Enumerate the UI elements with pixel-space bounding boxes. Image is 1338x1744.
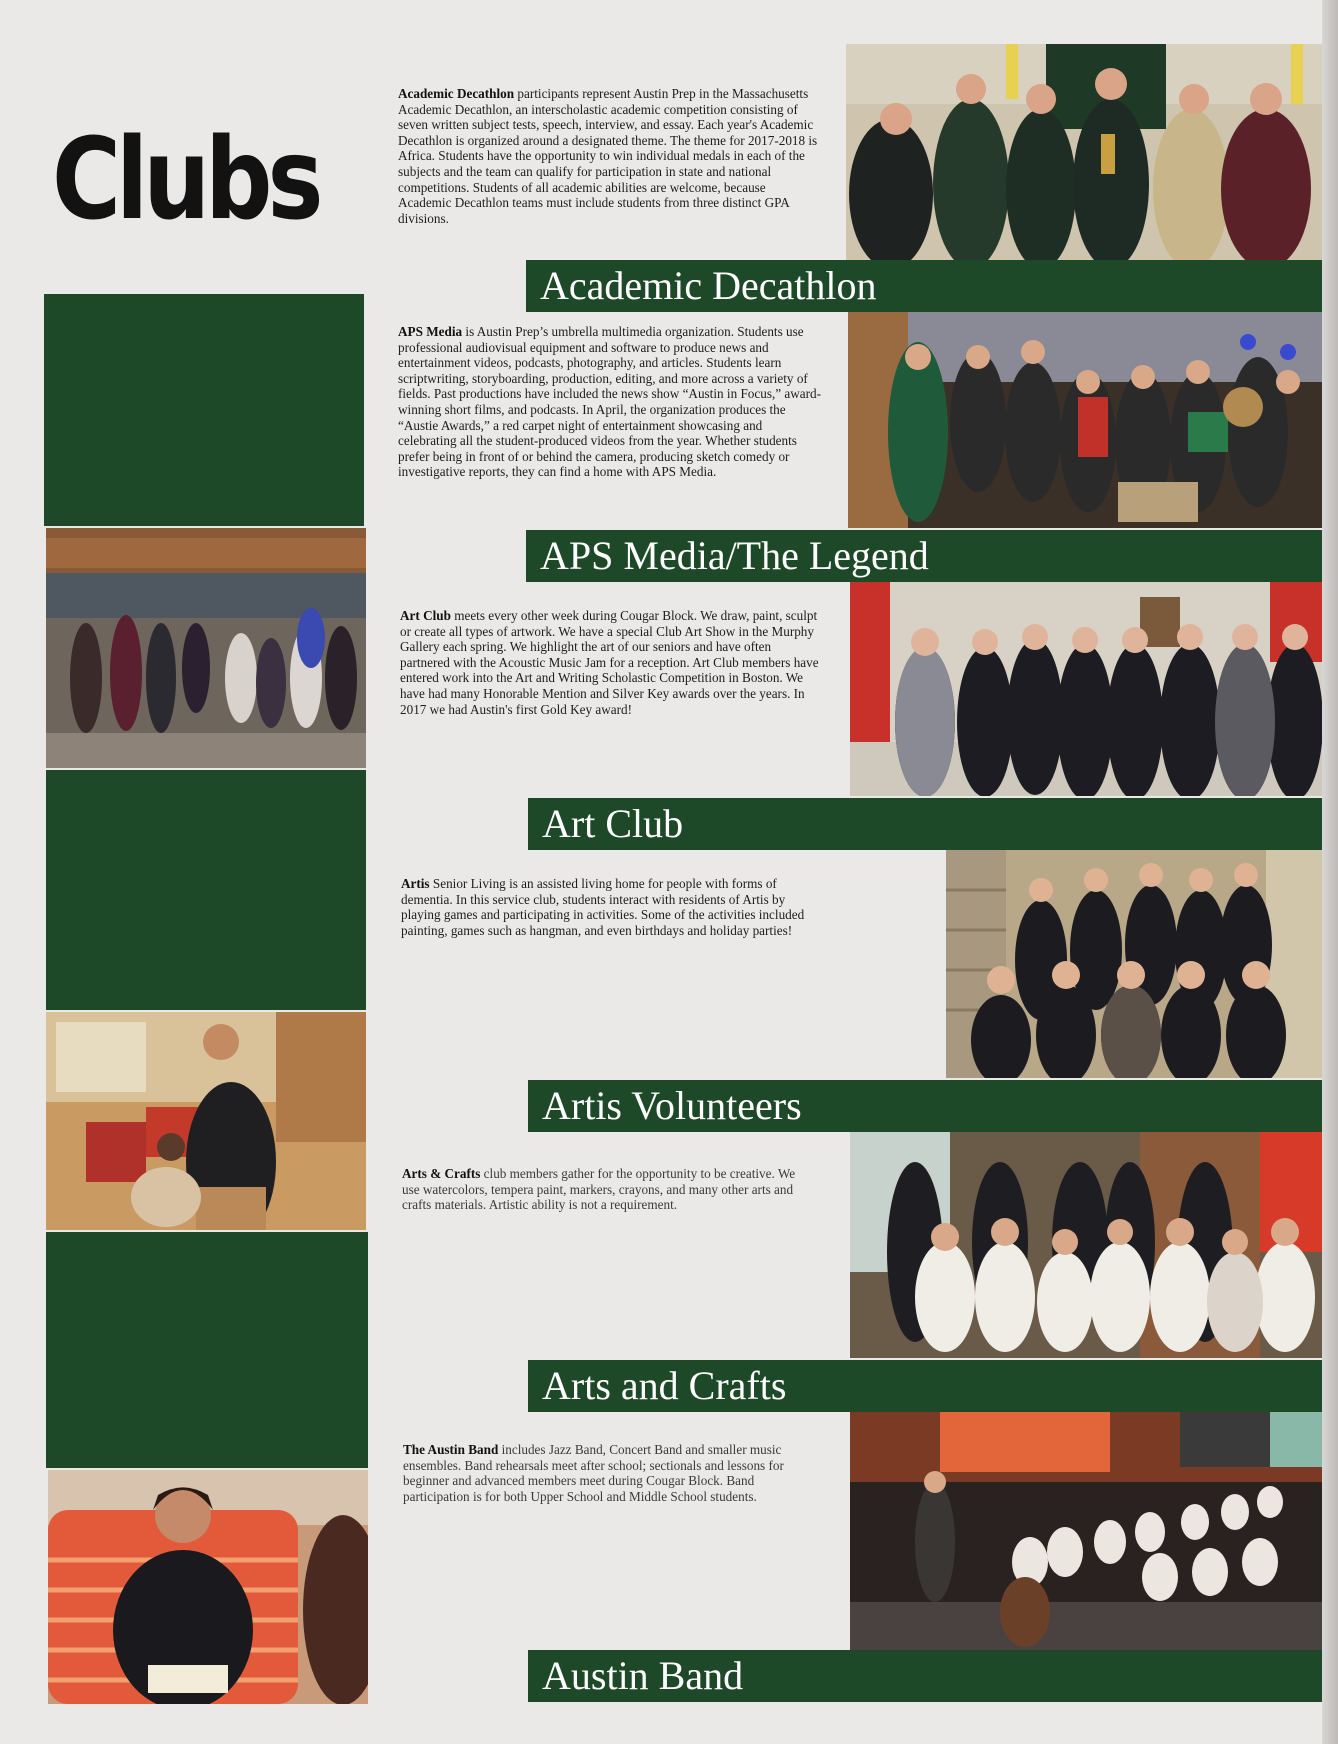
photo-arts-and-crafts [850,1132,1322,1358]
heading-arts-and-crafts: Arts and Crafts [528,1360,1322,1412]
club-text: meets every other week during Cougar Block. We draw, paint, sculpt or create all types of artwork. We have a special Club Art Show in the Murphy Gallery each spring. We highlight the art of our seniors and have often partnered with the Acoustic Music Jam for a reception. Art Club members have entered work into the Art and Writing Scholastic Competition in Boston. We have had many Honorable Mention and Silver Key awards over the years. In 2017 we had Austin's first Gold Key award! [400,608,819,717]
club-description-academic-decathlon [398,86,818,226]
club-name: The Austin Band [403,1442,499,1457]
club-description-arts-and-crafts [402,1166,814,1213]
club-name: Artis [401,876,430,891]
club-text: includes Jazz Band, Concert Band and smaller music ensembles. Band rehearsals meet after school; sectionals and lessons for beginner and advanced members meet during Cougar Block. Band participation is for both Upper School and Middle School students. [403,1442,784,1504]
club-name: Arts & Crafts [402,1166,481,1181]
club-name: Art Club [400,608,451,623]
photo-artis-volunteers [946,850,1322,1078]
photo-aps-media [848,312,1322,528]
green-panel-1 [44,294,364,526]
heading-aps-media: APS Media/The Legend [526,530,1322,582]
page-edge [1322,0,1338,1744]
club-description-art-club [400,608,824,717]
green-panel-3 [46,1232,368,1468]
club-text: participants represent Austin Prep in the Massachusetts Academic Decathlon, an interscholastic academic competition consisting of seven written subject tests, speech, interview, and essay. Each year's Academic Decathlon is organized around a designated theme. The theme for 2017-2018 is Africa. Students have the opportunity to win individual medals in each of the subjects and the team can qualify for participation in state and national competitions. Students of all academic abilities are welcome, because Academic Decathlon teams must include students from three distinct GPA divisions. [398,86,818,226]
green-panel-2 [46,770,366,1010]
club-text: Senior Living is an assisted living home for people with forms of dementia. In this service club, students interact with residents of Artis by playing games and participating in activities. Some of the activities included painting, games such as hangman, and even birthdays and holiday parties! [401,876,805,938]
club-description-artis [401,876,821,938]
photo-students-beach [46,528,366,768]
club-name: Academic Decathlon [398,86,515,101]
heading-art-club: Art Club [528,798,1322,850]
photo-austin-band [850,1412,1322,1650]
club-text: club members gather for the opportunity to be creative. We use watercolors, tempera paint, markers, crayons, and many other arts and crafts materials. Artistic ability is not a requirement. [402,1166,796,1213]
club-name: APS Media [398,324,463,339]
club-text: is Austin Prep’s umbrella multimedia organization. Students use professional audiovisual equipment and software to produce news and entertainment videos, podcasts, photography, and articles. Students learn scriptwriting, storyboarding, production, editing, and more across a variety of fields. Past productions have included the news show “Austin in Focus,” award-winning short films, and podcasts. In April, the organization produces the “Austie Awards,” a red carpet night of entertainment showcasing and celebrating all the student-produced videos from the year. Whether students prefer being in front of or behind the camera, producing sketch comedy or investigative reports, they can find a home with APS Media. [398,324,822,480]
photo-student-reading [48,1470,368,1704]
photo-academic-decathlon [846,44,1322,260]
heading-austin-band: Austin Band [528,1650,1322,1702]
page-title: Clubs [52,115,319,245]
heading-academic-decathlon: Academic Decathlon [526,260,1322,312]
club-description-austin-band [403,1442,815,1504]
photo-classroom [46,1012,366,1230]
photo-art-club [850,582,1322,796]
heading-artis-volunteers: Artis Volunteers [528,1080,1322,1132]
club-description-aps-media [398,324,822,480]
